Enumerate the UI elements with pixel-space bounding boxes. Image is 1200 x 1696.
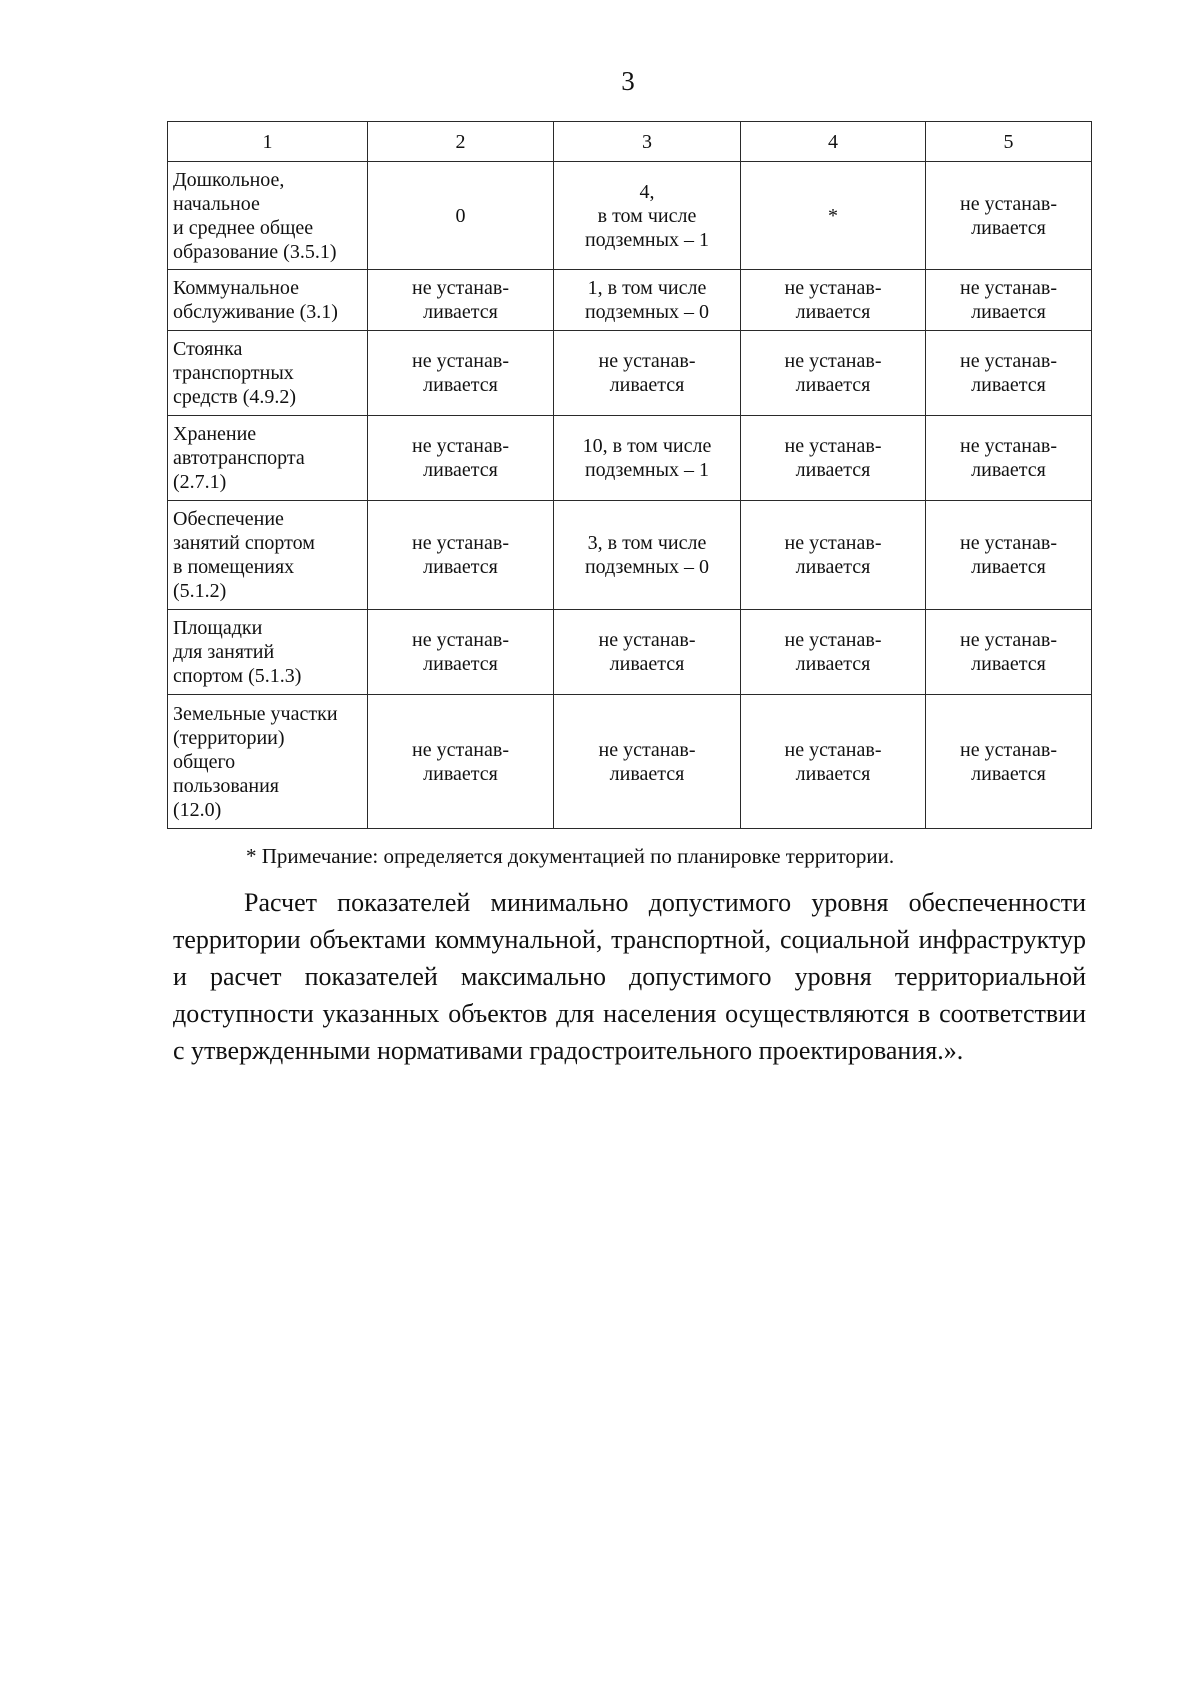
table-row (168, 416, 1092, 501)
table-header-row (168, 122, 1092, 162)
column-header: 1 (168, 122, 368, 162)
table-cell: 0 (368, 162, 554, 270)
table-cell: 10, в том числе подземных – 1 (554, 416, 741, 501)
page-number: 3 (621, 66, 635, 96)
land-use-name-cell: Обеспечение занятий спортом в помещениях (5.1.2) (168, 501, 368, 610)
table-row (168, 331, 1092, 416)
table-cell: не устанав- ливается (554, 695, 741, 829)
table-cell: не устанав- ливается (926, 162, 1092, 270)
table-row (168, 501, 1092, 610)
table-cell: не устанав- ливается (554, 610, 741, 695)
table-cell: 4, в том числе подземных – 1 (554, 162, 741, 270)
table-cell: не устанав- ливается (368, 270, 554, 331)
table-cell: 3, в том числе подземных – 0 (554, 501, 741, 610)
table-cell: не устанав- ливается (368, 416, 554, 501)
table-cell: не устанав- ливается (741, 270, 926, 331)
table-cell: 1, в том числе подземных – 0 (554, 270, 741, 331)
table-row (168, 695, 1092, 829)
column-header: 2 (368, 122, 554, 162)
body-paragraph: Расчет показателей минимально допустимого уровня обеспеченности территории объектами коммунальной, транспортной, социальной инфраструктур и расчет показателей максимально допустимого уровня территориальной доступности указанных объектов для населения осуществляются в соответствии с утвержденными нормативами градостроительного проектирования.». (173, 888, 1086, 1065)
standards-table (167, 121, 1092, 829)
table-row (168, 610, 1092, 695)
land-use-name-cell: Земельные участки (территории) общего пользования (12.0) (168, 695, 368, 829)
table-cell: не устанав- ливается (926, 270, 1092, 331)
table-footnote: * Примечание: определяется документацией по планировке территории. (246, 844, 895, 868)
land-use-name-cell: Стоянка транспортных средств (4.9.2) (168, 331, 368, 416)
table-cell: не устанав- ливается (554, 331, 741, 416)
table-cell: не устанав- ливается (926, 416, 1092, 501)
table-cell: не устанав- ливается (368, 331, 554, 416)
column-header: 5 (926, 122, 1092, 162)
table-cell: не устанав- ливается (368, 610, 554, 695)
table-cell: не устанав- ливается (926, 331, 1092, 416)
table-cell: не устанав- ливается (926, 501, 1092, 610)
table-cell: не устанав- ливается (368, 695, 554, 829)
land-use-name-cell: Площадки для занятий спортом (5.1.3) (168, 610, 368, 695)
column-header: 3 (554, 122, 741, 162)
table-row (168, 162, 1092, 270)
land-use-name-cell: Дошкольное, начальное и среднее общее образование (3.5.1) (168, 162, 368, 270)
land-use-name-cell: Хранение автотранспорта (2.7.1) (168, 416, 368, 501)
table-cell: не устанав- ливается (926, 610, 1092, 695)
column-header: 4 (741, 122, 926, 162)
table-cell: не устанав- ливается (741, 416, 926, 501)
table-row (168, 270, 1092, 331)
table-cell: не устанав- ливается (741, 610, 926, 695)
table-cell: не устанав- ливается (926, 695, 1092, 829)
table-cell: не устанав- ливается (741, 695, 926, 829)
table-cell: не устанав- ливается (741, 501, 926, 610)
table-cell: не устанав- ливается (741, 331, 926, 416)
table-cell: * (741, 162, 926, 270)
table-cell: не устанав- ливается (368, 501, 554, 610)
land-use-name-cell: Коммунальное обслуживание (3.1) (168, 270, 368, 331)
